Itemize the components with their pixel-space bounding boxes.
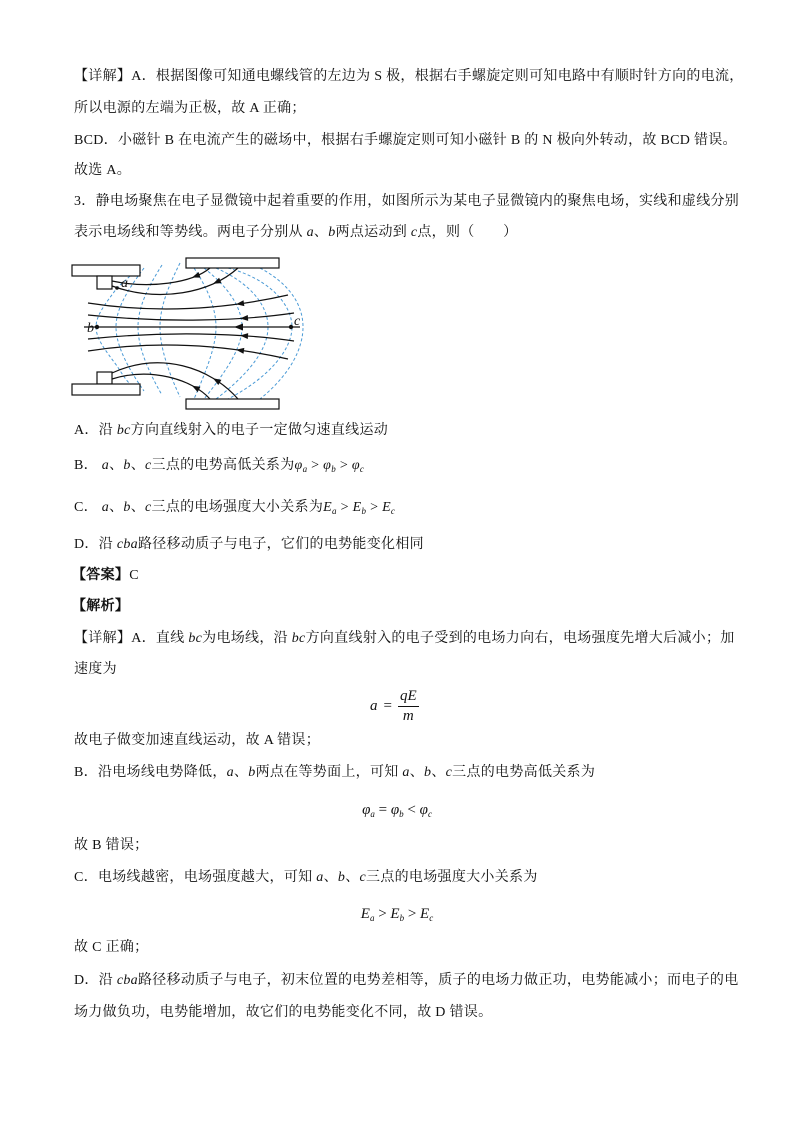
math-symbol: b	[123, 500, 131, 515]
math-subscript: c	[390, 506, 396, 516]
math-variable	[323, 500, 337, 515]
math-symbol: a	[226, 765, 234, 780]
math-subscript: c	[359, 464, 365, 474]
intro-line-4	[74, 161, 131, 181]
text-run: 、	[313, 225, 329, 240]
text-run: >	[336, 500, 353, 515]
math-symbol: b	[248, 765, 256, 780]
math-symbol: E	[420, 906, 430, 922]
math-subscript: c	[427, 809, 432, 819]
electrode-top-left-block	[97, 276, 112, 289]
field-strength-formula	[0, 903, 794, 925]
math-subscript: a	[370, 809, 375, 819]
text-run: 【详解】A．根据图像可知通电螺线管的左边为 S 极，根据右手螺旋定则可知电路中有顺时针方向的电流，	[74, 69, 744, 84]
answer-line	[72, 566, 139, 586]
text-run: 速度为	[74, 662, 117, 677]
explanation-line-7	[74, 938, 148, 958]
explanation-line-6	[74, 868, 538, 888]
math-subscript: b	[331, 464, 337, 474]
math-variable	[420, 802, 432, 818]
electrode-bottom-left-block	[97, 372, 112, 384]
text-run: 所以电源的左端为正极，故 A 正确；	[74, 101, 306, 116]
math-symbol: c	[359, 870, 367, 885]
fraction-denominator: m	[402, 707, 414, 724]
math-symbol: E	[352, 500, 362, 515]
math-variable	[292, 631, 306, 646]
text-run: C	[129, 568, 139, 583]
explanation-line-4	[74, 763, 595, 783]
math-variable	[188, 631, 202, 646]
math-subscript: b	[399, 809, 404, 819]
point-c-label: c	[294, 314, 301, 329]
option-a	[74, 421, 388, 441]
math-symbol: E	[360, 906, 370, 922]
electrode-bottom-right-plate	[186, 399, 279, 409]
text-run: 故选 A。	[74, 163, 132, 178]
field-line	[88, 295, 288, 309]
point-c-dot	[289, 325, 293, 329]
text-run: 表示电场线和等势线。两电子分别从	[74, 225, 307, 240]
math-symbol: c	[145, 500, 152, 515]
text-run: 、	[109, 500, 124, 515]
intro-line-1	[74, 67, 744, 87]
text-run: 、	[130, 500, 145, 515]
math-symbol: a	[306, 225, 314, 240]
equipotential-line	[260, 268, 303, 399]
math-symbol: E	[390, 906, 400, 922]
math-variable	[123, 500, 130, 515]
text-run: 两点运动到	[335, 225, 411, 240]
equipotential-line	[204, 268, 242, 399]
electrode-top-left-plate	[72, 265, 140, 276]
formula-lhs: a	[370, 697, 378, 714]
text-run: <	[403, 802, 420, 818]
text-run: 、	[109, 458, 124, 473]
intro-line-3	[74, 131, 737, 151]
math-symbol: φ	[362, 802, 371, 818]
equipotential-line	[228, 268, 292, 399]
fraction	[398, 687, 419, 726]
math-variable	[361, 906, 375, 922]
math-symbol: b	[123, 458, 131, 473]
fraction-numerator: qE	[398, 687, 419, 707]
formula-equals: =	[383, 697, 392, 714]
text-run: 、	[323, 870, 338, 885]
math-variable	[382, 500, 395, 515]
text-run: 场力做负功，电势能增加，故它们的电势能变化不同，故 D 错误。	[74, 1005, 493, 1020]
explanation-line-1	[74, 629, 735, 649]
field-arrow	[191, 383, 201, 392]
math-variable	[420, 906, 433, 922]
math-variable	[102, 458, 109, 473]
math-variable	[307, 225, 314, 240]
math-symbol: a	[402, 765, 410, 780]
field-arrow	[191, 272, 201, 280]
math-variable	[316, 870, 323, 885]
math-variable	[123, 458, 130, 473]
math-subscript: b	[399, 913, 405, 923]
math-symbol: c	[410, 225, 418, 240]
math-variable	[352, 458, 364, 473]
text-run: >	[366, 500, 383, 515]
math-symbol: b	[328, 225, 336, 240]
math-symbol: φ	[294, 458, 303, 473]
intro-line-2	[74, 99, 306, 119]
text-run: C．电场线越密，电场强度越大，可知	[74, 870, 317, 885]
text-run: 两点在等势面上，可知	[255, 765, 403, 780]
math-symbol: E	[323, 500, 332, 515]
acceleration-formula	[370, 684, 419, 728]
field-line	[88, 313, 294, 320]
text-run: 为电场线，沿	[202, 631, 292, 646]
math-symbol: c	[145, 458, 152, 473]
text-run: >	[336, 458, 352, 473]
question-stem-line-2	[74, 223, 517, 243]
math-symbol: φ	[419, 802, 428, 818]
math-symbol: c	[445, 765, 453, 780]
text-run: >	[404, 906, 421, 922]
math-variable	[402, 765, 409, 780]
option-c	[74, 498, 395, 518]
point-a-label: a	[121, 276, 128, 291]
bold-label: 【答案】	[72, 568, 130, 583]
math-symbol: b	[337, 870, 346, 885]
text-run: C．	[74, 500, 102, 515]
option-b	[74, 456, 364, 476]
math-subscript: a	[369, 913, 375, 923]
text-run: 、	[431, 765, 446, 780]
potential-formula	[0, 799, 794, 821]
field-arrow	[240, 315, 248, 322]
math-variable	[295, 458, 308, 473]
math-variable	[362, 802, 375, 818]
math-symbol: φ	[323, 458, 332, 473]
math-variable	[390, 906, 404, 922]
text-run: 故 C 正确；	[74, 940, 149, 955]
text-run: >	[307, 458, 324, 473]
text-run: 三点的电场强度大小关系为	[366, 870, 538, 885]
math-symbol: E	[382, 500, 391, 515]
text-run: 方向直线射入的电子一定做匀速直线运动	[130, 423, 389, 438]
text-run: B．沿电场线电势降低，	[74, 765, 227, 780]
math-subscript: a	[302, 464, 308, 474]
text-run: BCD．小磁针 B 在电流产生的磁场中，根据右手螺旋定则可知小磁针 B 的 N 极向外转动，故 BCD 错误。	[74, 133, 737, 148]
math-variable	[353, 500, 367, 515]
math-symbol: a	[101, 458, 110, 473]
text-run: D．沿	[74, 973, 117, 988]
math-variable	[117, 537, 138, 552]
math-variable	[328, 225, 335, 240]
question-stem-line-1	[74, 192, 739, 212]
text-run: 【详解】A．直线	[74, 631, 189, 646]
axis-arrow	[234, 324, 243, 331]
electrode-top-right-plate	[186, 258, 279, 268]
explanation-line-8	[74, 971, 739, 991]
text-run: 、	[409, 765, 425, 780]
text-run: 3．静电场聚焦在电子显微镜中起着重要的作用，如图所示为某电子显微镜内的聚焦电场，实线和虚线分别	[74, 194, 740, 209]
math-variable	[117, 973, 138, 988]
text-run: >	[374, 906, 391, 922]
point-a-dot	[115, 286, 119, 290]
bold-label: 【解析】	[72, 599, 130, 614]
math-variable	[102, 500, 109, 515]
math-variable	[227, 765, 234, 780]
text-run: 故电子做变加速直线运动，故 A 错误；	[74, 733, 321, 748]
math-symbol: φ	[351, 458, 360, 473]
text-run: 路径移动质子与电子，初末位置的电势差相等，质子的电场力做正功，电势能减小；而电子的电	[137, 973, 739, 988]
text-run: 方向直线射入的电子受到的电场力向右，电场强度先增大后减小；加	[305, 631, 735, 646]
math-symbol: cba	[116, 973, 138, 988]
analysis-heading	[72, 597, 129, 617]
math-subscript: c	[429, 913, 434, 923]
explanation-line-3	[74, 731, 320, 751]
math-symbol: bc	[188, 631, 203, 646]
text-run: 路径移动质子与电子，它们的电势能变化相同	[137, 537, 424, 552]
option-d	[74, 535, 424, 555]
math-symbol: a	[101, 500, 110, 515]
math-symbol: bc	[116, 423, 131, 438]
math-variable	[391, 802, 404, 818]
text-run: 、	[345, 870, 360, 885]
text-run: 、	[233, 765, 249, 780]
math-subscript: b	[361, 506, 367, 516]
focusing-field-figure	[70, 255, 305, 415]
text-run: B．	[74, 458, 102, 473]
text-run: 三点的电场强度大小关系为	[151, 500, 324, 515]
text-run: 、	[130, 458, 145, 473]
explanation-line-5	[74, 836, 148, 856]
text-run: 三点的电势高低关系为	[452, 765, 596, 780]
math-symbol: bc	[291, 631, 306, 646]
math-symbol: b	[424, 765, 432, 780]
math-variable	[248, 765, 255, 780]
math-variable	[117, 423, 131, 438]
text-run: A．沿	[74, 423, 117, 438]
explanation-line-9	[74, 1003, 492, 1023]
point-b-dot	[95, 325, 99, 329]
electrode-bottom-left-plate	[72, 384, 140, 395]
text-run: 故 B 错误；	[74, 838, 149, 853]
math-subscript: a	[331, 506, 337, 516]
text-run: =	[374, 802, 391, 818]
point-b-label: b	[87, 321, 94, 336]
text-run: 三点的电势高低关系为	[151, 458, 295, 473]
math-symbol: a	[316, 870, 324, 885]
explanation-line-2	[74, 660, 117, 680]
math-symbol: φ	[390, 802, 400, 818]
text-run: D．沿	[74, 537, 117, 552]
math-variable	[323, 458, 336, 473]
text-run: 点，则（ ）	[417, 225, 518, 240]
math-symbol: cba	[116, 537, 138, 552]
field-line	[88, 334, 294, 341]
